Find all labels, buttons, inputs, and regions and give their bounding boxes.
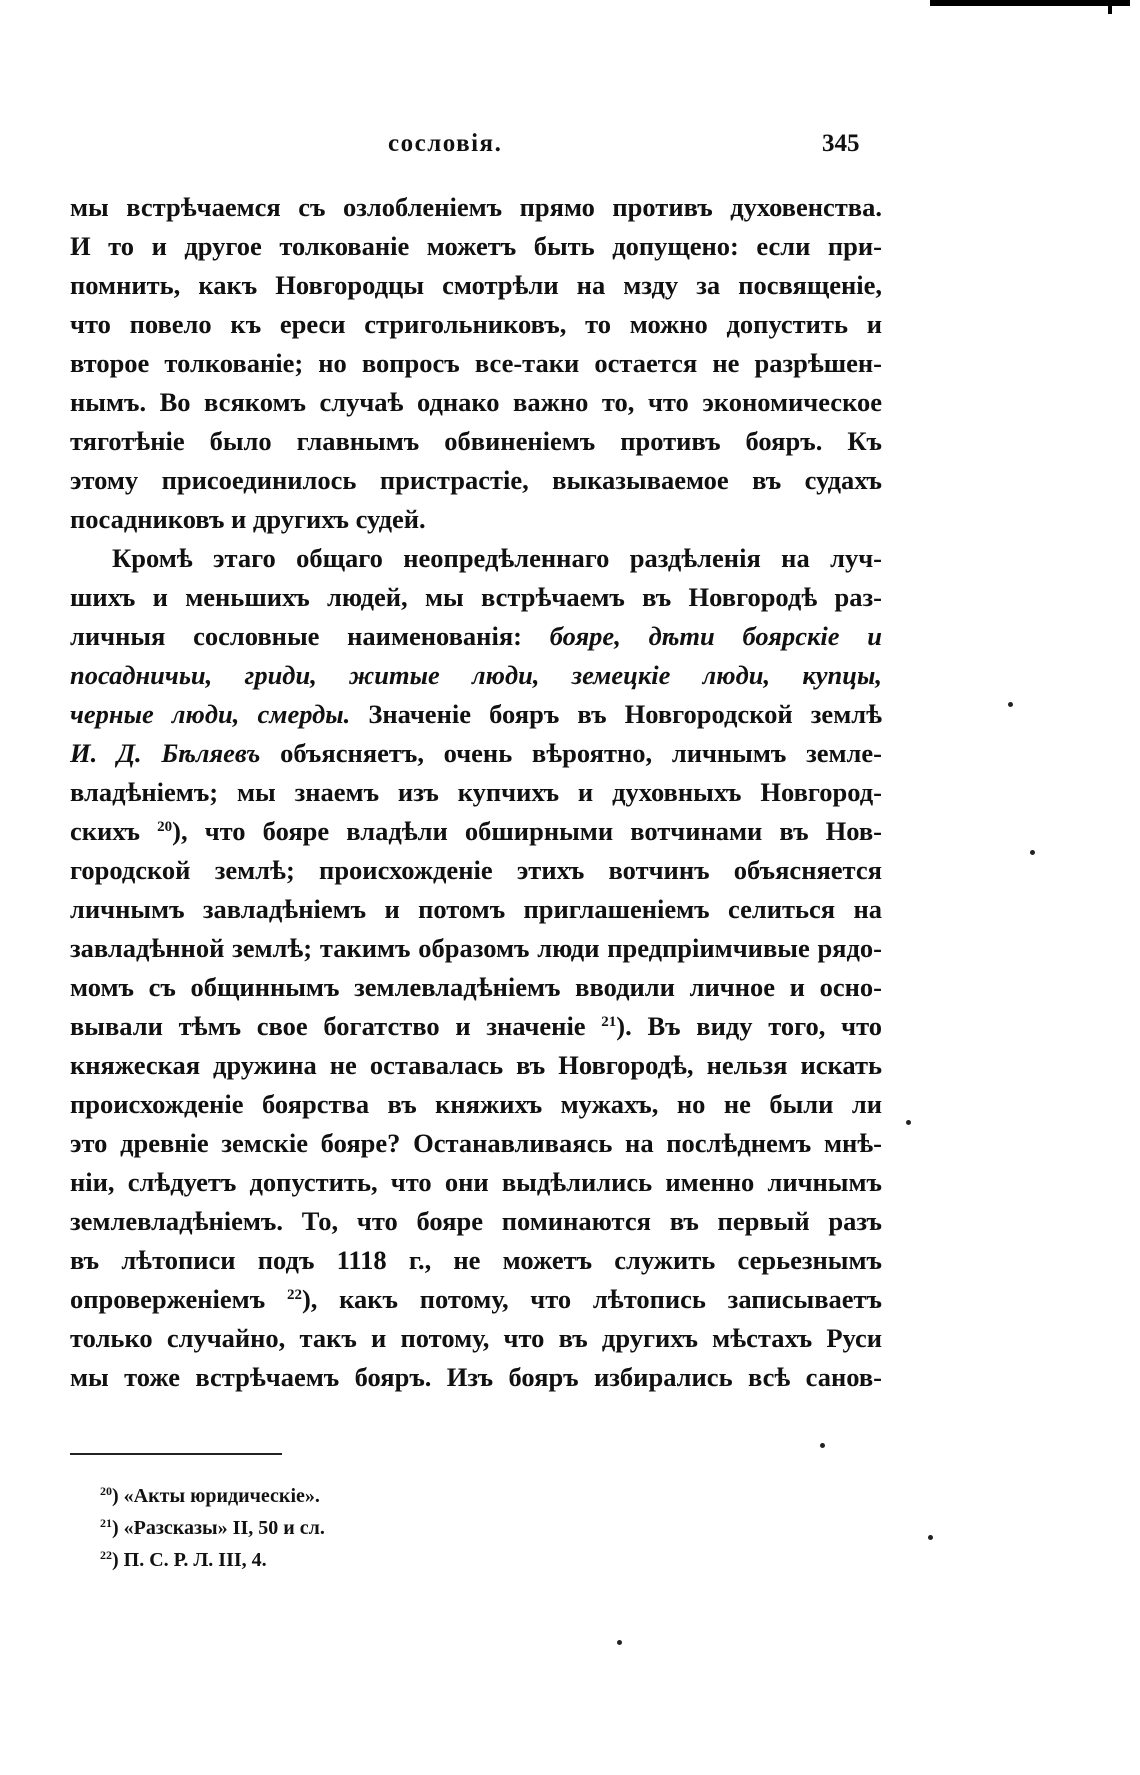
text-line: мы встрѣчаемся съ озлобленіемъ прямо противъ духовенства. [70,192,882,222]
text-segment: объясняетъ, очень вѣроятно, личнымъ земле- [280,738,882,768]
text-line [70,1280,882,1319]
body-text [70,188,882,1397]
text-line [70,734,882,773]
scan-speck [820,1443,825,1448]
footnote-text: ) П. С. Р. Л. III, 4. [112,1549,267,1571]
text-segment: опроверженіемъ [70,1284,266,1314]
text-line: этому присоединилось пристрастіе, выказываемое въ судахъ [70,465,882,495]
text-segment: ), что бояре владѣли обширными вотчинами въ Нов- [172,816,882,846]
text-line [70,812,882,851]
text-line: личнымъ завладѣніемъ и потомъ приглашеніемъ селиться на [70,894,882,924]
text-line [70,617,882,656]
text-line: момъ съ общиннымъ землевладѣніемъ вводили личное и осно- [70,972,882,1002]
running-title: сословія. [388,130,503,157]
italic-segment: И. Д. Бѣляевъ [70,738,261,768]
footnote [100,1544,325,1576]
text-segment: ), какъ потому, что лѣтопись записываетъ [301,1284,882,1314]
text-segment: вывали тѣмъ свое богатство и значеніе [70,1011,586,1041]
page-header [0,130,1140,170]
footnote-divider [70,1453,282,1455]
footnote-text: ) «Акты юридическіе». [112,1485,320,1507]
scan-speck [617,1640,622,1645]
footnote-number: 22 [100,1548,112,1562]
text-line: въ лѣтописи подъ 1118 г., не можетъ служить серьезнымъ [70,1245,882,1275]
scan-edge-mark [1108,0,1112,14]
footnote-ref: 20 [157,819,173,835]
footnote-ref: 22 [286,1287,302,1303]
text-line [70,695,882,734]
text-line: тяготѣніе было главнымъ обвиненіемъ противъ бояръ. Къ [70,426,882,456]
footnote [100,1480,325,1512]
scan-edge-mark [930,0,1130,6]
scan-speck [928,1535,933,1540]
scan-speck [1008,702,1013,707]
footnote-text: ) «Разсказы» II, 50 и сл. [112,1517,325,1539]
footnote [100,1512,325,1544]
text-line: нымъ. Во всякомъ случаѣ однако важно то, что экономическое [70,387,882,417]
text-line: завладѣнной землѣ; такимъ образомъ люди предпріимчивые рядо- [70,933,882,963]
footnote-number: 20 [100,1484,112,1498]
text-line: И то и другое толкованіе можетъ быть допущено: если при- [70,231,882,261]
text-line: что повело къ ереси стригольниковъ, то можно допустить и [70,309,882,339]
footnote-ref: 21 [601,1014,617,1030]
text-line: помнить, какъ Новгородцы смотрѣли на мзду за посвященіе, [70,270,882,300]
text-segment: скихъ [70,816,140,846]
text-line: владѣніемъ; мы знаемъ изъ купчихъ и духовныхъ Новгород- [70,777,882,807]
text-line: ніи, слѣдуетъ допустить, что они выдѣлились именно личнымъ [70,1167,882,1197]
text-line: Кромѣ этаго общаго неопредѣленнаго раздѣленія на луч- [112,543,882,573]
text-line: городской землѣ; происхожденіе этихъ вотчинъ объясняется [70,855,882,885]
text-line: происхожденіе боярства въ княжихъ мужахъ, но не были ли [70,1089,882,1119]
text-segment: Значеніе бояръ въ Новгородской землѣ [368,699,883,729]
text-segment: личныя сословные наименованія: [70,621,522,651]
paragraph-2 [70,539,882,1397]
text-line: посадничьи, гриди, житые люди, земецкіе люди, купцы, [70,660,882,690]
text-segment: ). Въ виду того, что [616,1011,883,1041]
footnotes [100,1480,325,1576]
italic-segment: черные люди, смерды. [70,699,351,729]
text-line: княжеская дружина не оставалась въ Новгородѣ, нельзя искать [70,1050,882,1080]
text-line [70,1007,882,1046]
scan-speck [1030,850,1035,855]
scan-speck [906,1120,911,1125]
text-line: шихъ и меньшихъ людей, мы встрѣчаемъ въ Новгородѣ раз- [70,582,882,612]
text-line: мы тоже встрѣчаемъ бояръ. Изъ бояръ избирались всѣ санов- [70,1362,882,1392]
text-line: второе толкованіе; но вопросъ все-таки остается не разрѣшен- [70,348,882,378]
text-line: посадниковъ и другихъ судей. [70,504,426,534]
footnote-number: 21 [100,1516,112,1530]
text-line: только случайно, такъ и потому, что въ другихъ мѣстахъ Руси [70,1323,882,1353]
text-line: землевладѣніемъ. То, что бояре поминаются въ первый разъ [70,1206,882,1236]
text-line: это древніе земскіе бояре? Останавливаясь на послѣднемъ мнѣ- [70,1128,882,1158]
italic-segment: бояре, дѣти боярскіе и [549,621,883,651]
page-number: 345 [822,130,860,157]
paragraph-1 [70,188,882,539]
